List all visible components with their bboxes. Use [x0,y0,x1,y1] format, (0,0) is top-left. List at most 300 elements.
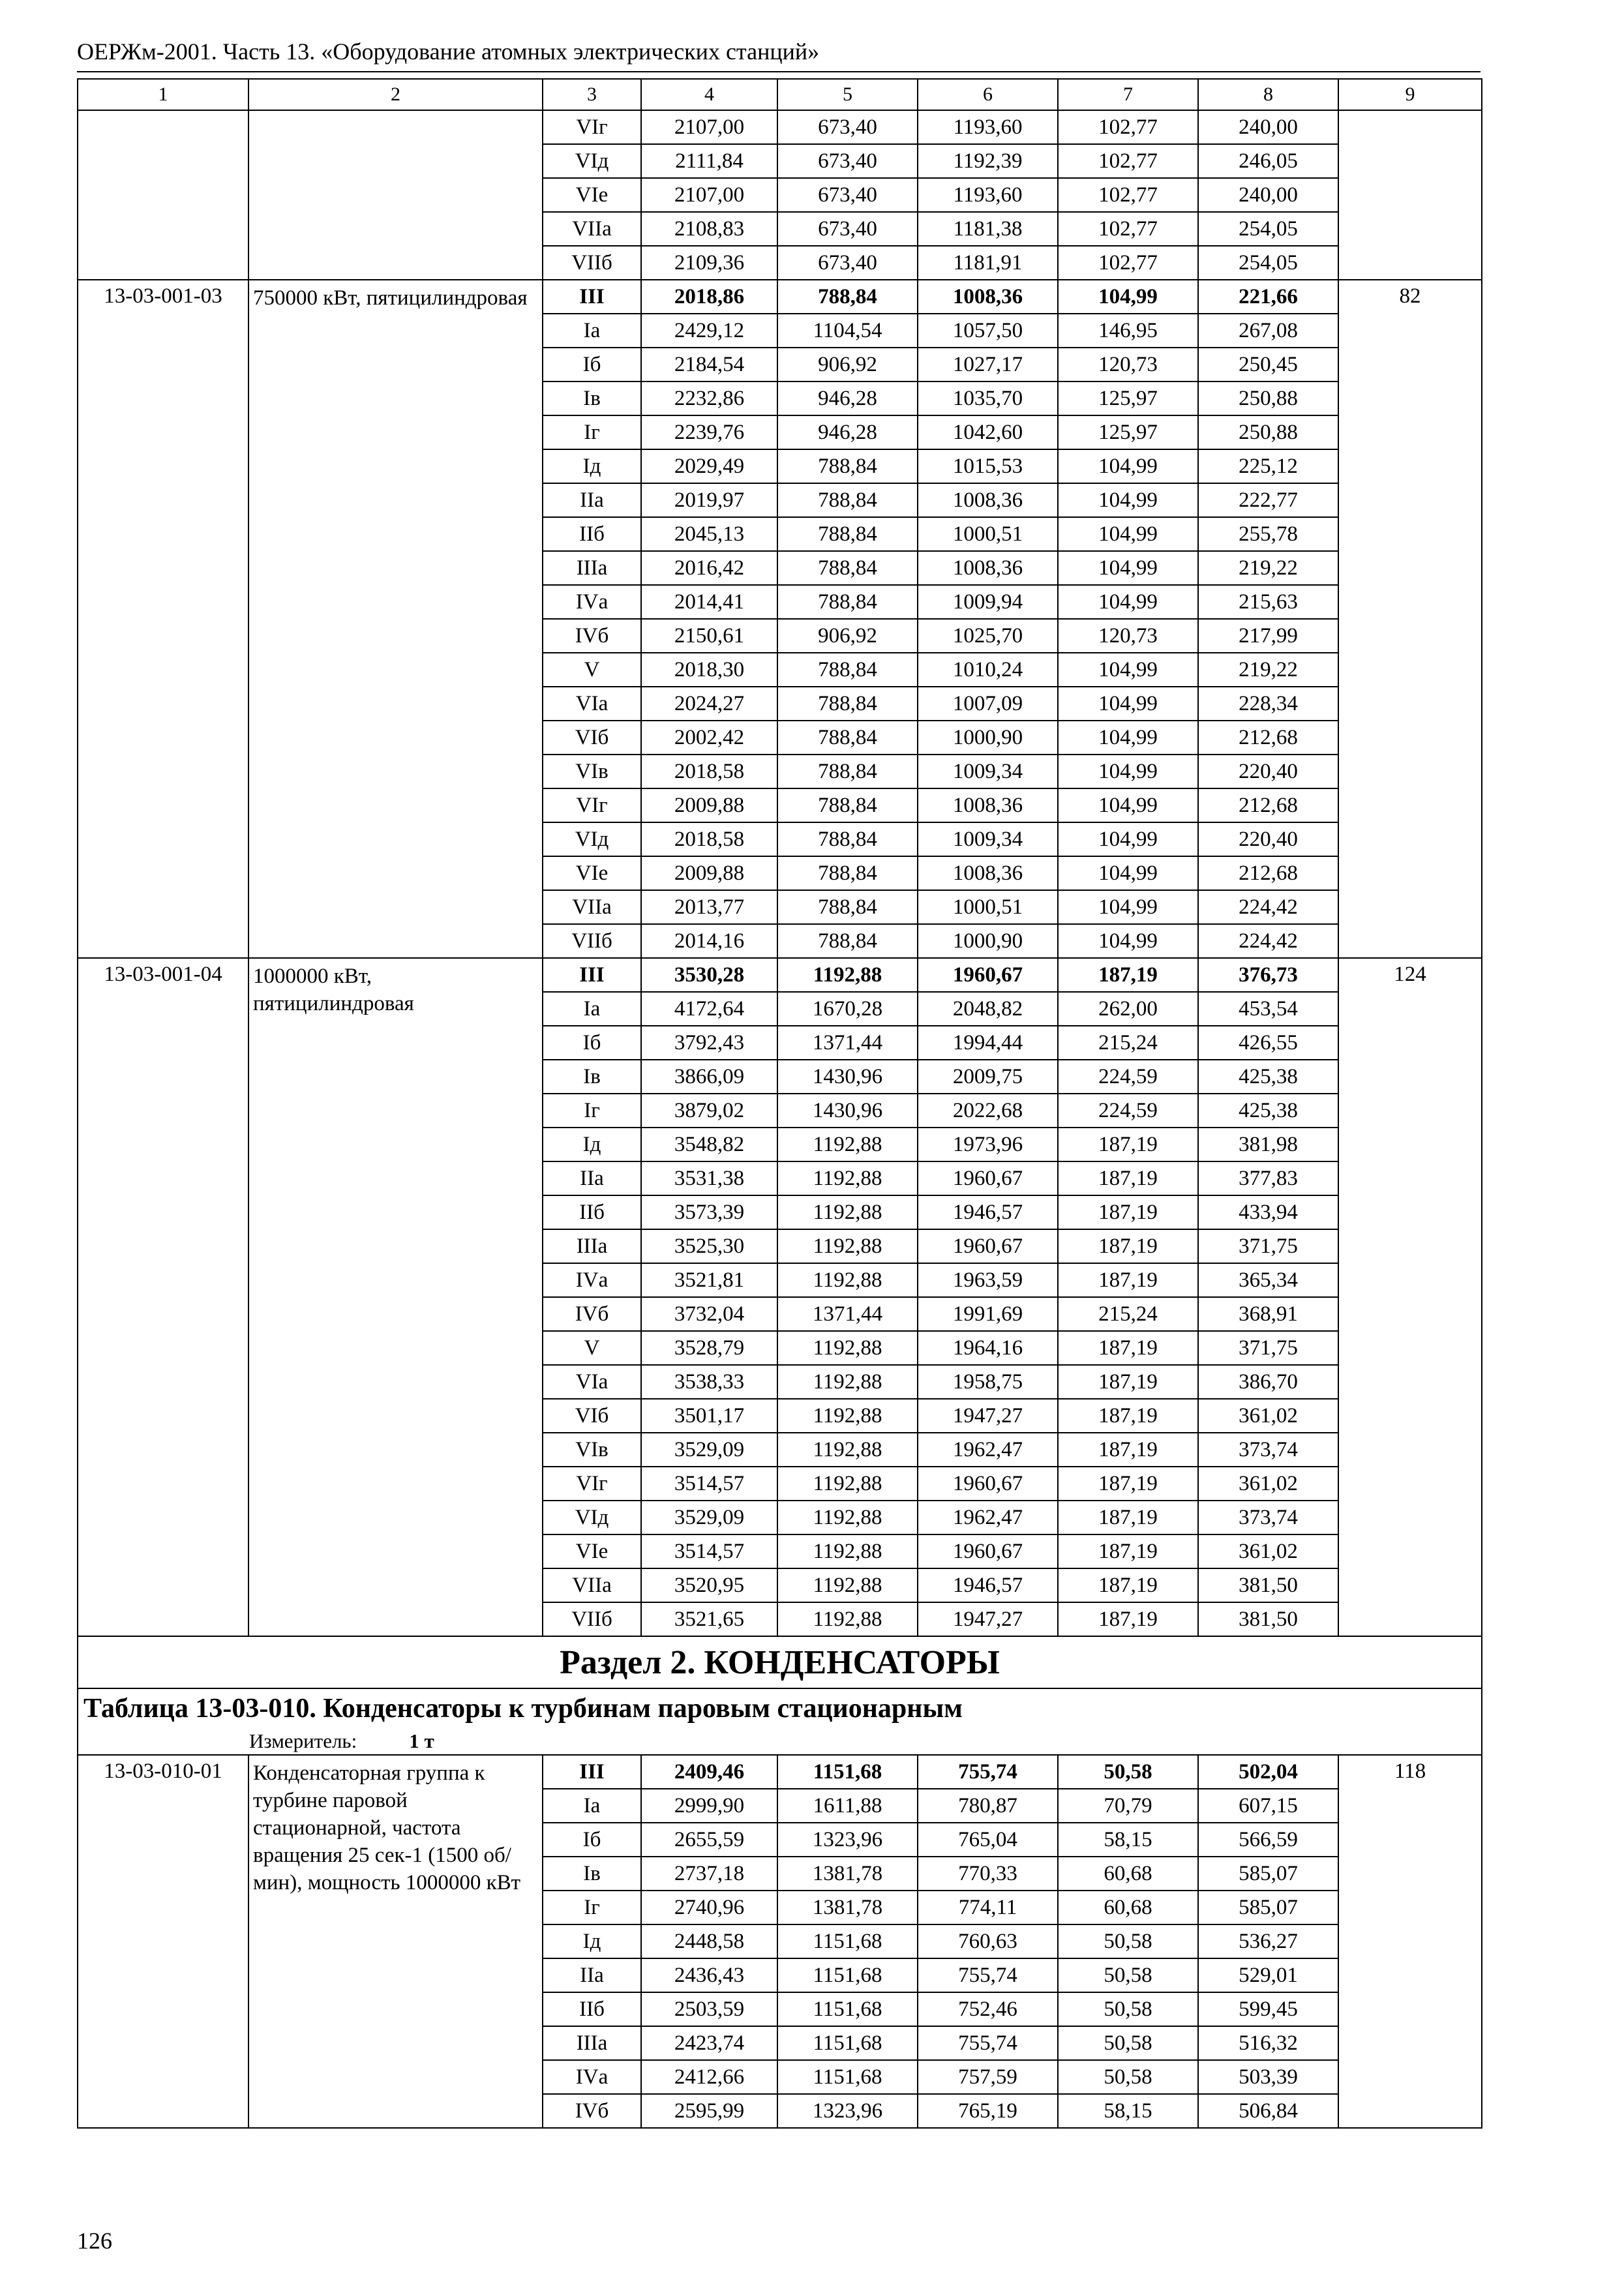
value-col7: 187,19 [1058,1467,1198,1501]
value-col6: 2009,75 [918,1060,1058,1094]
value-col7: 187,19 [1058,1602,1198,1636]
value-col7: 187,19 [1058,1365,1198,1399]
value-col5: 1151,68 [777,1924,918,1958]
value-col5: 1611,88 [777,1789,918,1823]
value-col4: 2409,46 [641,1755,777,1789]
level-cell: VIг [543,788,641,822]
value-col6: 774,11 [918,1891,1058,1924]
value-col5: 1381,78 [777,1857,918,1891]
value-col7: 146,95 [1058,314,1198,348]
value-col8: 219,22 [1198,551,1338,585]
value-col5: 1192,88 [777,1229,918,1263]
value-col5: 673,40 [777,178,918,212]
level-cell: Iв [543,1857,641,1891]
value-col6: 1010,24 [918,653,1058,687]
value-col6: 780,87 [918,1789,1058,1823]
level-cell: Iа [543,1789,641,1823]
column-number: 9 [1338,79,1482,110]
section-title: Раздел 2. КОНДЕНСАТОРЫ [78,1636,1482,1688]
value-col4: 3529,09 [641,1433,777,1467]
value-col4: 2448,58 [641,1924,777,1958]
value-col4: 2045,13 [641,517,777,551]
value-col5: 788,84 [777,924,918,958]
value-col4: 2150,61 [641,619,777,653]
level-cell: VIб [543,721,641,755]
level-cell: IVб [543,2094,641,2128]
level-cell: IIIа [543,2026,641,2060]
value-col6: 1008,36 [918,788,1058,822]
value-col5: 1670,28 [777,992,918,1026]
value-col5: 1192,88 [777,1501,918,1534]
value-col5: 788,84 [777,755,918,788]
unit-row [78,1728,1482,1755]
value-col7: 50,58 [1058,1924,1198,1958]
level-cell: IVб [543,619,641,653]
value-col4: 2107,00 [641,178,777,212]
value-col4: 2019,97 [641,483,777,517]
value-col5: 1151,68 [777,1958,918,1992]
level-cell: VIе [543,178,641,212]
value-col4: 3573,39 [641,1195,777,1229]
level-cell: Iг [543,415,641,449]
section-row [78,1636,1482,1688]
value-col7: 50,58 [1058,2060,1198,2094]
value-col6: 755,74 [918,1755,1058,1789]
value-col4: 2018,58 [641,755,777,788]
value-col7: 187,19 [1058,958,1198,992]
value-col5: 1192,88 [777,958,918,992]
value-col4: 2109,36 [641,246,777,280]
value-col8: 516,32 [1198,2026,1338,2060]
level-cell: IIIа [543,1229,641,1263]
value-col7: 104,99 [1058,856,1198,890]
value-col8: 502,04 [1198,1755,1338,1789]
value-col8: 240,00 [1198,178,1338,212]
value-col6: 1192,39 [918,144,1058,178]
value-col8: 222,77 [1198,483,1338,517]
value-col5: 1151,68 [777,2060,918,2094]
value-col6: 1008,36 [918,280,1058,314]
value-col4: 3548,82 [641,1128,777,1161]
unit-value: 1 т [409,1729,434,1752]
value-col4: 3529,09 [641,1501,777,1534]
value-col6: 1181,91 [918,246,1058,280]
value-col8: 215,63 [1198,585,1338,619]
value-col4: 3531,38 [641,1161,777,1195]
value-col7: 104,99 [1058,280,1198,314]
value-col8: 228,34 [1198,687,1338,721]
value-col7: 102,77 [1058,178,1198,212]
description-cell [248,110,543,280]
level-cell: IIа [543,1161,641,1195]
value-col8: 225,12 [1198,449,1338,483]
value-col6: 1991,69 [918,1297,1058,1331]
level-cell: III [543,958,641,992]
column9-cell [1338,110,1482,280]
value-col7: 102,77 [1058,246,1198,280]
value-col7: 102,77 [1058,144,1198,178]
value-col7: 224,59 [1058,1060,1198,1094]
value-col5: 788,84 [777,788,918,822]
value-col4: 3538,33 [641,1365,777,1399]
level-cell: IVб [543,1297,641,1331]
value-col6: 1007,09 [918,687,1058,721]
value-col8: 503,39 [1198,2060,1338,2094]
value-col7: 50,58 [1058,1992,1198,2026]
column-number: 5 [777,79,918,110]
value-col8: 220,40 [1198,755,1338,788]
column-number: 6 [918,79,1058,110]
value-col5: 788,84 [777,517,918,551]
value-col4: 2014,41 [641,585,777,619]
page-header: ОЕРЖм-2001. Часть 13. «Оборудование атомных электрических станций» [77,38,820,65]
level-cell: VIг [543,110,641,144]
value-col8: 250,45 [1198,348,1338,382]
value-col8: 426,55 [1198,1026,1338,1060]
value-col4: 2018,86 [641,280,777,314]
value-col7: 104,99 [1058,755,1198,788]
value-col6: 752,46 [918,1992,1058,2026]
level-cell: VIIб [543,1602,641,1636]
value-col6: 1000,90 [918,924,1058,958]
value-col8: 377,83 [1198,1161,1338,1195]
value-col6: 1009,94 [918,585,1058,619]
value-col7: 58,15 [1058,1823,1198,1857]
code-cell [78,110,248,280]
value-col5: 1192,88 [777,1433,918,1467]
value-col8: 217,99 [1198,619,1338,653]
value-col5: 788,84 [777,822,918,856]
level-cell: Iа [543,992,641,1026]
value-col6: 1008,36 [918,551,1058,585]
value-col8: 212,68 [1198,788,1338,822]
value-col5: 946,28 [777,415,918,449]
value-col6: 1027,17 [918,348,1058,382]
level-cell: VIв [543,1433,641,1467]
value-col8: 224,42 [1198,924,1338,958]
table-row [78,1755,1482,1789]
value-col5: 1192,88 [777,1128,918,1161]
value-col4: 3528,79 [641,1331,777,1365]
level-cell: VIг [543,1467,641,1501]
value-col4: 2009,88 [641,856,777,890]
value-col7: 50,58 [1058,1755,1198,1789]
level-cell: IIб [543,517,641,551]
value-col4: 3530,28 [641,958,777,992]
value-col6: 1181,38 [918,212,1058,246]
value-col5: 673,40 [777,212,918,246]
column-number: 4 [641,79,777,110]
level-cell: IIб [543,1195,641,1229]
value-col6: 1960,67 [918,1467,1058,1501]
value-col8: 381,98 [1198,1128,1338,1161]
level-cell: Iв [543,382,641,415]
value-col8: 212,68 [1198,721,1338,755]
value-col5: 788,84 [777,280,918,314]
value-col7: 104,99 [1058,890,1198,924]
value-col4: 3732,04 [641,1297,777,1331]
value-col6: 1994,44 [918,1026,1058,1060]
value-col8: 425,38 [1198,1060,1338,1094]
value-col4: 2737,18 [641,1857,777,1891]
value-col6: 1000,51 [918,517,1058,551]
value-col7: 215,24 [1058,1297,1198,1331]
value-col8: 585,07 [1198,1891,1338,1924]
value-col7: 58,15 [1058,2094,1198,2128]
value-col8: 246,05 [1198,144,1338,178]
value-col4: 3521,65 [641,1602,777,1636]
value-col6: 1960,67 [918,1161,1058,1195]
value-col4: 2107,00 [641,110,777,144]
value-col6: 1035,70 [918,382,1058,415]
value-col6: 1009,34 [918,822,1058,856]
value-col5: 1192,88 [777,1568,918,1602]
value-col7: 187,19 [1058,1501,1198,1534]
value-col7: 104,99 [1058,924,1198,958]
value-col4: 4172,64 [641,992,777,1026]
value-col8: 585,07 [1198,1857,1338,1891]
description-cell: Конденсаторная группа к турбине паровой стационарной, частота вращения 25 сек-1 (1500 об/мин), мощность 1000000 кВт [248,1755,543,2128]
value-col7: 60,68 [1058,1857,1198,1891]
value-col6: 765,19 [918,2094,1058,2128]
level-cell: Iг [543,1891,641,1924]
value-col6: 755,74 [918,1958,1058,1992]
value-col8: 250,88 [1198,382,1338,415]
value-col5: 1371,44 [777,1026,918,1060]
value-col6: 1960,67 [918,1534,1058,1568]
value-col7: 187,19 [1058,1534,1198,1568]
level-cell: Iд [543,449,641,483]
value-col4: 3514,57 [641,1534,777,1568]
value-col6: 1962,47 [918,1501,1058,1534]
value-col8: 267,08 [1198,314,1338,348]
value-col5: 788,84 [777,585,918,619]
value-col4: 3501,17 [641,1399,777,1433]
level-cell: VIв [543,755,641,788]
value-col7: 50,58 [1058,1958,1198,1992]
value-col8: 365,34 [1198,1263,1338,1297]
value-col6: 1025,70 [918,619,1058,653]
level-cell: III [543,280,641,314]
value-col7: 60,68 [1058,1891,1198,1924]
value-col7: 187,19 [1058,1331,1198,1365]
column-number: 3 [543,79,641,110]
unit-label: Измеритель: [249,1729,357,1752]
price-table [77,78,1482,2129]
value-col6: 1008,36 [918,483,1058,517]
value-col7: 104,99 [1058,483,1198,517]
code-cell: 13-03-010-01 [78,1755,248,2128]
value-col5: 1151,68 [777,2026,918,2060]
value-col5: 1323,96 [777,1823,918,1857]
value-col5: 1371,44 [777,1297,918,1331]
value-col7: 104,99 [1058,517,1198,551]
column9-cell: 124 [1338,958,1482,1636]
value-col8: 240,00 [1198,110,1338,144]
value-col8: 607,15 [1198,1789,1338,1823]
level-cell: Iб [543,1026,641,1060]
value-col5: 788,84 [777,483,918,517]
value-col6: 760,63 [918,1924,1058,1958]
level-cell: IIIа [543,551,641,585]
value-col7: 187,19 [1058,1568,1198,1602]
value-col8: 219,22 [1198,653,1338,687]
value-col8: 599,45 [1198,1992,1338,2026]
value-col4: 3514,57 [641,1467,777,1501]
value-col7: 104,99 [1058,551,1198,585]
value-col5: 788,84 [777,721,918,755]
level-cell: VIе [543,856,641,890]
value-col6: 1009,34 [918,755,1058,788]
value-col6: 1015,53 [918,449,1058,483]
value-col8: 220,40 [1198,822,1338,856]
column9-cell: 82 [1338,280,1482,958]
value-col6: 1973,96 [918,1128,1058,1161]
value-col4: 2013,77 [641,890,777,924]
value-col6: 1193,60 [918,178,1058,212]
value-col5: 906,92 [777,348,918,382]
value-col6: 1042,60 [918,415,1058,449]
value-col4: 2595,99 [641,2094,777,2128]
value-col5: 906,92 [777,619,918,653]
value-col4: 2436,43 [641,1958,777,1992]
value-col6: 1946,57 [918,1568,1058,1602]
level-cell: III [543,1755,641,1789]
column-number: 7 [1058,79,1198,110]
code-cell: 13-03-001-03 [78,280,248,958]
value-col8: 373,74 [1198,1501,1338,1534]
column9-cell: 118 [1338,1755,1482,2128]
value-col8: 453,54 [1198,992,1338,1026]
value-col5: 1192,88 [777,1263,918,1297]
value-col7: 50,58 [1058,2026,1198,2060]
header-rule [77,71,1481,72]
value-col5: 1381,78 [777,1891,918,1924]
level-cell: IIа [543,1958,641,1992]
value-col4: 2655,59 [641,1823,777,1857]
value-col8: 566,59 [1198,1823,1338,1857]
value-col4: 2024,27 [641,687,777,721]
value-col8: 255,78 [1198,517,1338,551]
value-col7: 187,19 [1058,1399,1198,1433]
level-cell: Iд [543,1128,641,1161]
value-col6: 1958,75 [918,1365,1058,1399]
value-col8: 373,74 [1198,1433,1338,1467]
level-cell: VIб [543,1399,641,1433]
value-col7: 224,59 [1058,1094,1198,1128]
value-col6: 1000,51 [918,890,1058,924]
level-cell: V [543,653,641,687]
value-col6: 1193,60 [918,110,1058,144]
value-col6: 757,59 [918,2060,1058,2094]
value-col7: 125,97 [1058,415,1198,449]
level-cell: Iб [543,348,641,382]
value-col7: 187,19 [1058,1195,1198,1229]
code-cell: 13-03-001-04 [78,958,248,1636]
value-col7: 104,99 [1058,653,1198,687]
value-col5: 1430,96 [777,1060,918,1094]
value-col6: 1960,67 [918,1229,1058,1263]
value-col4: 2108,83 [641,212,777,246]
table-title: Таблица 13-03-010. Конденсаторы к турбинам паровым стационарным [78,1688,1482,1728]
level-cell: VIIа [543,212,641,246]
level-cell: IIа [543,483,641,517]
value-col4: 2029,49 [641,449,777,483]
value-col5: 1192,88 [777,1161,918,1195]
value-col8: 254,05 [1198,246,1338,280]
level-cell: VIIа [543,890,641,924]
column-number: 1 [78,79,248,110]
value-col8: 371,75 [1198,1229,1338,1263]
level-cell: VIIа [543,1568,641,1602]
level-cell: Iг [543,1094,641,1128]
value-col4: 3525,30 [641,1229,777,1263]
value-col8: 506,84 [1198,2094,1338,2128]
level-cell: IVа [543,2060,641,2094]
value-col8: 433,94 [1198,1195,1338,1229]
value-col5: 946,28 [777,382,918,415]
value-col5: 788,84 [777,856,918,890]
level-cell: IIб [543,1992,641,2026]
value-col6: 1000,90 [918,721,1058,755]
value-col5: 1151,68 [777,1755,918,1789]
value-col7: 104,99 [1058,687,1198,721]
value-col5: 673,40 [777,110,918,144]
value-col7: 262,00 [1058,992,1198,1026]
value-col4: 2412,66 [641,2060,777,2094]
value-col6: 2022,68 [918,1094,1058,1128]
level-cell: VIд [543,144,641,178]
column-number: 2 [248,79,543,110]
value-col4: 2111,84 [641,144,777,178]
column-number: 8 [1198,79,1338,110]
value-col8: 250,88 [1198,415,1338,449]
value-col5: 1192,88 [777,1331,918,1365]
value-col5: 1104,54 [777,314,918,348]
description-cell: 1000000 кВт, пятицилиндровая [248,958,543,1636]
value-col5: 1323,96 [777,2094,918,2128]
value-col7: 104,99 [1058,721,1198,755]
value-col5: 1192,88 [777,1399,918,1433]
value-col5: 1430,96 [777,1094,918,1128]
value-col8: 212,68 [1198,856,1338,890]
level-cell: Iб [543,1823,641,1857]
value-col6: 755,74 [918,2026,1058,2060]
level-cell: Iв [543,1060,641,1094]
value-col6: 1946,57 [918,1195,1058,1229]
value-col8: 536,27 [1198,1924,1338,1958]
value-col8: 529,01 [1198,1958,1338,1992]
value-col8: 376,73 [1198,958,1338,992]
value-col5: 788,84 [777,890,918,924]
table-row [78,958,1482,992]
value-col6: 1947,27 [918,1399,1058,1433]
value-col4: 2740,96 [641,1891,777,1924]
value-col5: 1151,68 [777,1992,918,2026]
value-col6: 1962,47 [918,1433,1058,1467]
value-col4: 2009,88 [641,788,777,822]
value-col6: 770,33 [918,1857,1058,1891]
value-col8: 361,02 [1198,1467,1338,1501]
value-col4: 2503,59 [641,1992,777,2026]
value-col5: 1192,88 [777,1467,918,1501]
level-cell: VIе [543,1534,641,1568]
value-col8: 368,91 [1198,1297,1338,1331]
value-col5: 673,40 [777,144,918,178]
value-col5: 1192,88 [777,1602,918,1636]
value-col5: 788,84 [777,551,918,585]
value-col8: 361,02 [1198,1399,1338,1433]
